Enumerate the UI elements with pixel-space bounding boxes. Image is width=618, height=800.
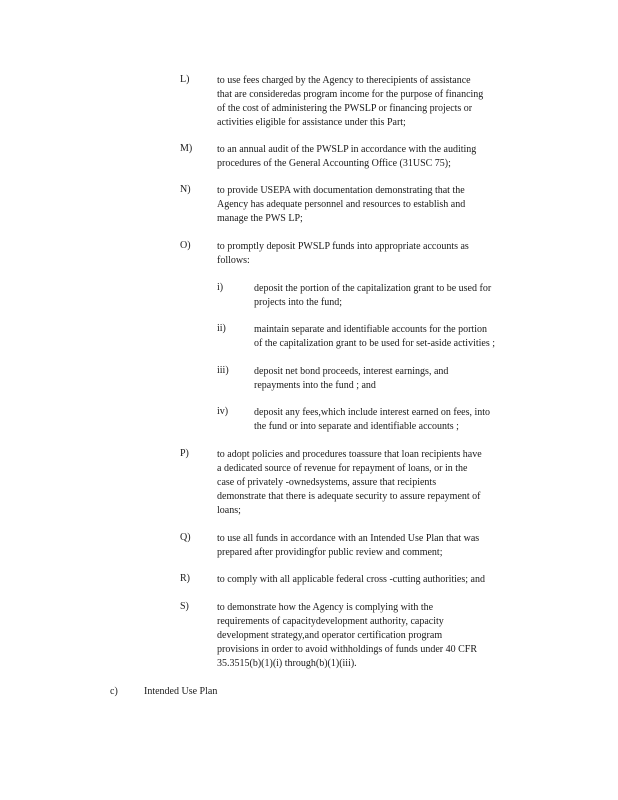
item-text: to demonstrate how the Agency is complying with the requirements of capacitydevelopment authority, capacity development strategy,and operator certification program provisions in order to avoid withholdings of funds under 40 CFR 35.3515(b)(1)(i) through(b)(1)(iii).	[217, 602, 477, 669]
item-text: to use fees charged by the Agency to therecipients of assistance that are consideredas program income for the purpose of financing of the cost of administering the PWSLP or financing projects or activities eligible for assistance under this Part;	[217, 75, 484, 128]
item-text: to an annual audit of the PWSLP in accordance with the auditing procedures of the General Accounting Office (31USC 75);	[217, 144, 477, 169]
section-heading	[110, 686, 218, 697]
item-marker: Q)	[180, 532, 191, 543]
sub-item-text: deposit the portion of the capitalization grant to be used for projects into the fund;	[254, 283, 492, 308]
sub-item-marker: iv)	[217, 406, 229, 417]
sub-item-marker: iii)	[217, 365, 229, 376]
item-text: to adopt policies and procedures toassure that loan recipients have a dedicated source of revenue for repayment of loans, or in the case of privately -ownedsystems, assure that recipients demonstrate that there is adequate security to assure repayment of loans;	[217, 449, 482, 516]
sub-item-text: deposit net bond proceeds, interest earnings, and repayments into the fund ; and	[254, 366, 449, 391]
section-title: Intended Use Plan	[144, 686, 218, 697]
section-marker: c)	[110, 686, 118, 697]
item-text: to provide USEPA with documentation demonstrating that the Agency has adequate personnel and resources to establish and manage the PWS LP;	[217, 185, 466, 224]
sub-item-text: deposit any fees,which include interest earned on fees, into the fund or into separate and identifiable accounts ;	[254, 407, 491, 432]
item-marker: S)	[180, 601, 189, 612]
sub-item-text: maintain separate and identifiable accounts for the portion of the capitalization grant to be used for set-aside activities ;	[254, 324, 496, 349]
item-text: to comply with all applicable federal cross -cutting authorities; and	[217, 574, 485, 585]
sub-item-marker: ii)	[217, 323, 226, 334]
item-marker: O)	[180, 240, 191, 251]
item-marker: P)	[180, 448, 189, 459]
item-marker: N)	[180, 184, 191, 195]
item-text: to promptly deposit PWSLP funds into appropriate accounts as follows:	[217, 241, 469, 266]
item-marker: L)	[180, 74, 190, 85]
item-text: to use all funds in accordance with an Intended Use Plan that was prepared after providingfor public review and comment;	[217, 533, 480, 558]
item-marker: M)	[180, 143, 193, 154]
sub-item-marker: i)	[217, 282, 224, 293]
item-marker: R)	[180, 573, 190, 584]
